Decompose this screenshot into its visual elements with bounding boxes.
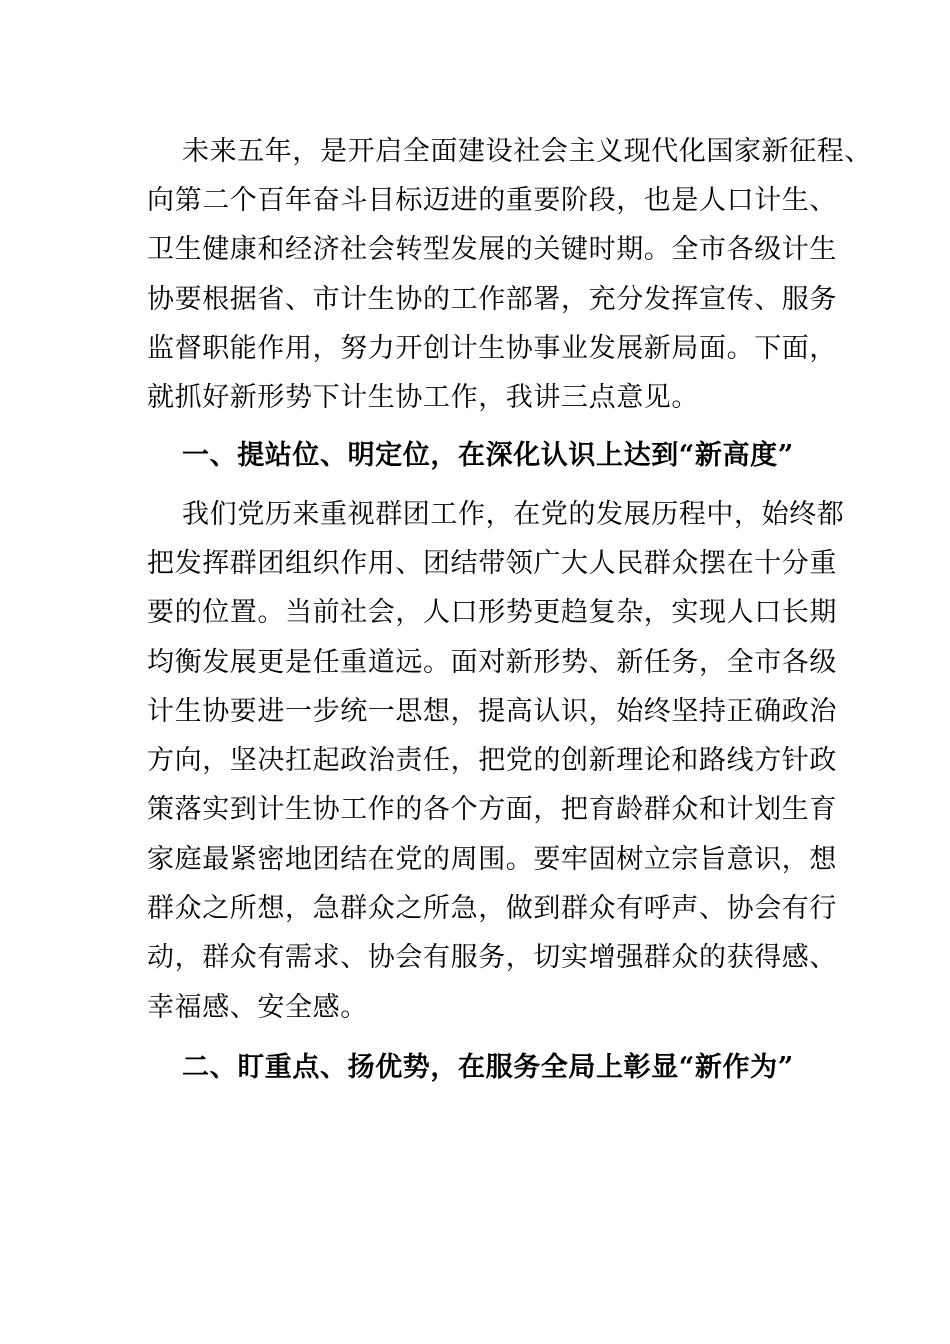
paragraph-1-line-4: 协要根据省、市计生协的工作部署，充分发挥宣传、服务 [147,284,837,315]
paragraph-2-line-10: 动，群众有需求、协会有服务，切实增强群众的获得感、 [147,942,837,973]
paragraph-2-line-1: 我们党历来重视群团工作，在党的发展历程中，始终都 [182,499,845,530]
paragraph-2-line-4: 均衡发展更是任重道远。面对新形势、新任务，全市各级 [147,647,837,678]
section-heading-1: 一、提站位、明定位，在深化认识上达到“新高度” [182,440,794,471]
paragraph-1-line-1: 未来五年，是开启全面建设社会主义现代化国家新征程、 [182,136,872,167]
paragraph-1-line-5: 监督职能作用，努力开创计生协事业发展新局面。下面， [147,333,837,364]
paragraph-1-line-3: 卫生健康和经济社会转型发展的关键时期。全市各级计生 [147,234,837,265]
paragraph-2-line-3: 要的位置。当前社会，人口形势更趋复杂，实现人口长期 [147,597,837,628]
paragraph-2-line-11: 幸福感、安全感。 [147,992,368,1023]
paragraph-2-line-2: 把发挥群团组织作用、团结带领广大人民群众摆在十分重 [147,548,837,579]
paragraph-1-line-2: 向第二个百年奋斗目标迈进的重要阶段，也是人口计生、 [147,185,837,216]
paragraph-2-line-6: 方向，坚决扛起政治责任，把党的创新理论和路线方针政 [147,745,837,776]
paragraph-1-line-6: 就抓好新形势下计生协工作，我讲三点意见。 [147,382,699,413]
paragraph-2-line-7: 策落实到计生协工作的各个方面，把育龄群众和计划生育 [147,794,837,825]
paragraph-2-line-9: 群众之所想，急群众之所急，做到群众有呼声、协会有行 [147,893,837,924]
paragraph-2-line-5: 计生协要进一步统一思想，提高认识，始终坚持正确政治 [147,696,837,727]
section-heading-2: 二、盯重点、扬优势，在服务全局上彰显“新作为” [182,1052,794,1083]
paragraph-2-line-8: 家庭最紧密地团结在党的周围。要牢固树立宗旨意识，想 [147,844,837,875]
